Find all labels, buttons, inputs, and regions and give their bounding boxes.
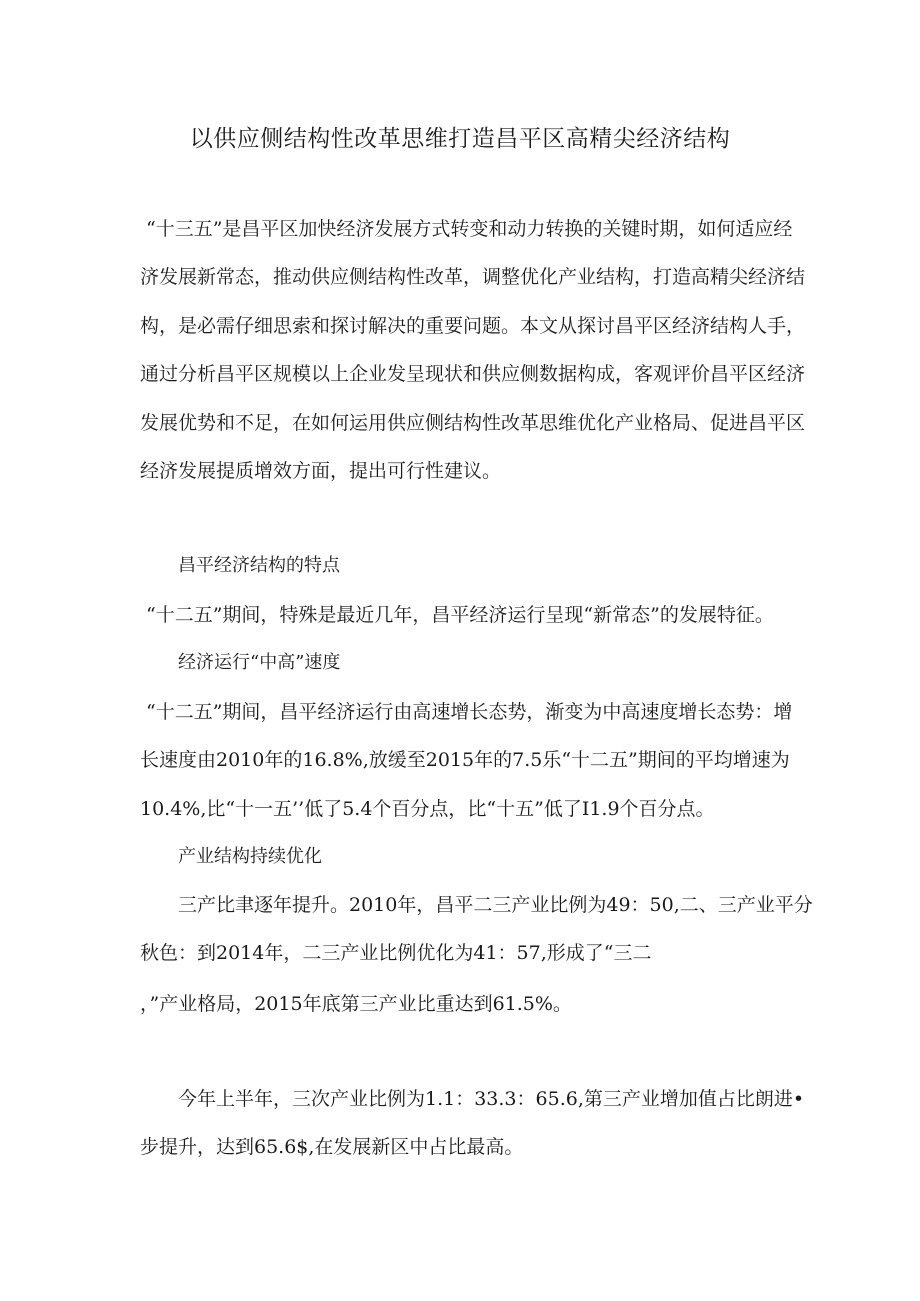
body-line: 今年上半年，三次产业比例为1.1：33.3：65.6,第三产业增加值占比朗进• (178, 1088, 805, 1110)
body-line: 秋色：到2014年，二三产业比例优化为41：57,形成了“三二 (140, 942, 652, 964)
abstract-line: 发展优势和不足，在如何运用供应侧结构性改革思维优化产业格局、促进昌平区 (140, 412, 806, 434)
body-line: 步提升，达到65.6$,在发展新区中占比最高。 (140, 1136, 524, 1158)
document-title: 以供应侧结构性改革思维打造昌平区高精尖经济结构 (189, 126, 731, 152)
subsection-heading: 产业结构持续优化 (178, 846, 322, 867)
section-heading: 昌平经济结构的特点 (178, 555, 340, 576)
abstract-line: 通过分析昌平区规模以上企业发呈现状和供应侧数据构成，客观评价昌平区经济 (140, 363, 806, 385)
subsection-heading: 经济运行“中高”速度 (178, 652, 341, 673)
body-line: “十二五”期间，昌平经济运行由高速增长态势，渐变为中高速度增长态势：增 (146, 701, 793, 723)
body-line: 三产比聿逐年提升。2010年，昌平二三产业比例为49：50,二、三产业平分 (178, 894, 813, 916)
abstract-line: 济发展新常态，推动供应侧结构性改革，调整优化产业结构，打造高精尖经济结 (140, 266, 806, 288)
body-line: ，”产业格局，2015年底第三产业比重达到61.5%。 (140, 993, 572, 1015)
abstract-line: 经济发展提质增效方面，提出可行性建议。 (140, 460, 502, 482)
body-line: 10.4%,比“十一五’’低了5.4个百分点，比“十五”低了I1.9个百分点。 (140, 798, 715, 820)
abstract-line: 构，是必需仔细思索和探讨解决的重要问题。本文从探讨昌平区经济结构人手， (140, 315, 806, 337)
abstract-line: “十三五”是昌平区加快经济发展方式转变和动力转换的关键时期，如何适应经 (146, 218, 793, 240)
section-text: “十二五”期间，特殊是最近几年，昌平经济运行呈现“新常态”的发展特征。 (146, 604, 774, 626)
body-line: 长速度由2010年的16.8%,放缓至2015年的7.5乐“十二五”期间的平均增速为 (140, 749, 790, 771)
